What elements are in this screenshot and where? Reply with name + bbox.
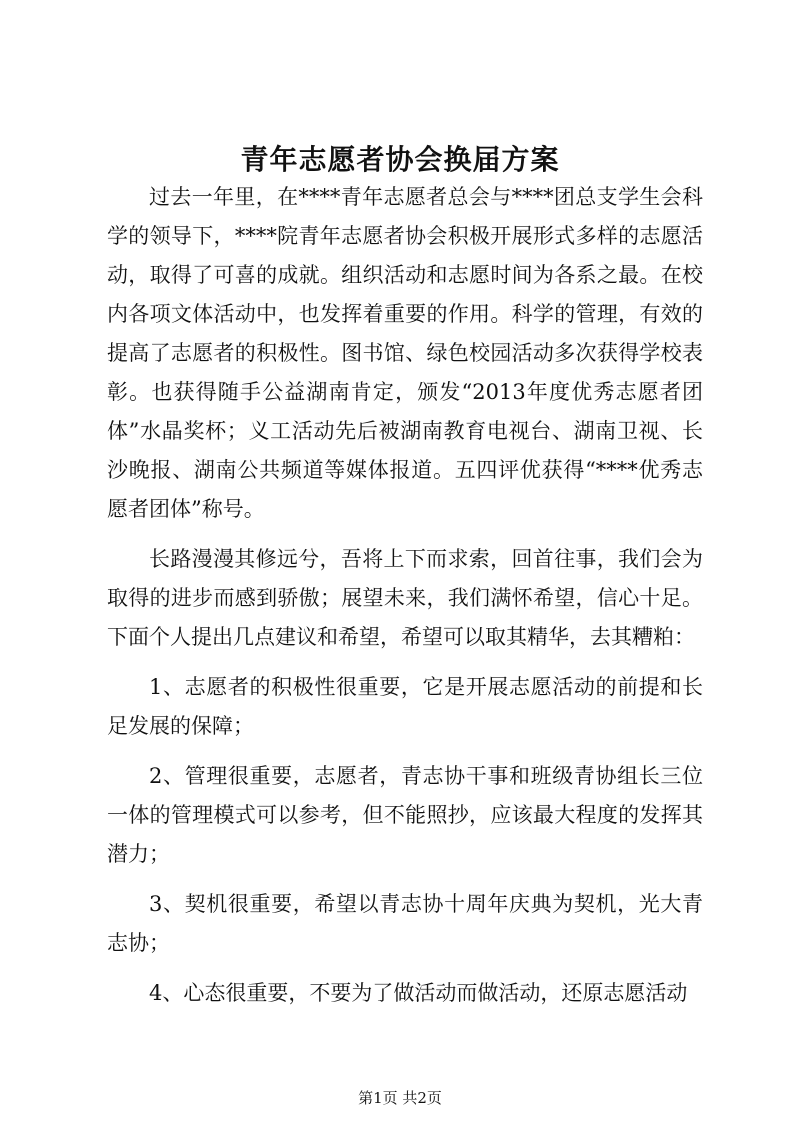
paragraph-outlook: 长路漫漫其修远兮，吾将上下而求索，回首往事，我们会为取得的进步而感到骄傲；展望未来，我们满怀希望，信心十足。下面个人提出几点建议和希望，希望可以取其精华，去其糟粕： bbox=[107, 547, 703, 649]
page-footer: 第1页 共2页 bbox=[358, 1089, 442, 1107]
suggestion-item-3: 3、契机很重要，希望以青志协十周年庆典为契机，光大青志协； bbox=[107, 892, 703, 955]
document-title: 青年志愿者协会换届方案 bbox=[240, 143, 560, 176]
suggestion-item-2: 2、管理很重要，志愿者，青志协干事和班级青协组长三位一体的管理模式可以参考，但不能照抄，应该最大程度的发挥其潜力； bbox=[107, 764, 703, 866]
suggestion-item-1: 1、志愿者的积极性很重要，它是开展志愿活动的前提和长足发展的保障； bbox=[107, 675, 703, 738]
suggestion-item-4: 4、心态很重要，不要为了做活动而做活动，还原志愿活动 bbox=[149, 981, 688, 1005]
document-body bbox=[107, 178, 703, 1013]
paragraph-intro: 过去一年里，在****青年志愿者总会与****团总支学生会科学的领导下，****院青年志愿者协会积极开展形式多样的志愿活动，取得了可喜的成就。组织活动和志愿时间为各系之最。在校内各项文体活动中，也发挥着重要的作用。科学的管理，有效的提高了志愿者的积极性。图书馆、绿色校园活动多次获得学校表彰。也获得随手公益湖南肯定，颁发“2013年度优秀志愿者团体”水晶奖杯；义工活动先后被湖南教育电视台、湖南卫视、长沙晚报、湖南公共频道等媒体报道。五四评优获得“****优秀志愿者团体”称号。 bbox=[107, 185, 703, 521]
